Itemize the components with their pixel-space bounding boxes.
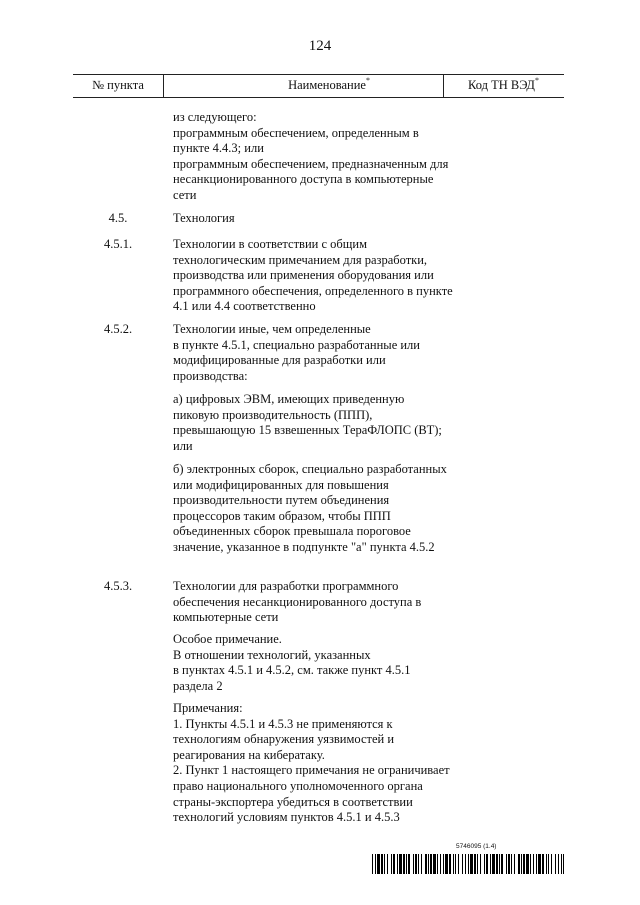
row-text: из следующего: программным обеспечением, определенным в пункте 4.4.3; или программным обеспечением, предназначенным для несанкционированного доступа в компьютерные сети bbox=[173, 110, 449, 202]
row-text: б) электронных сборок, специально разработанных или модифицированных для повышения производительности путем объединения процессоров таким образом, чтобы ППП объединенных сборок превышала пороговое значение, указанное в подпункте "а" пункта 4.5.2 bbox=[173, 462, 447, 554]
row-text: Особое примечание. В отношении технологий, указанных в пунктах 4.5.1 и 4.5.2, см. также пункт 4.5.1 раздела 2 bbox=[173, 632, 411, 693]
row-text: Технологии в соответствии с общим технологическим примечанием для разработки, производства или применения оборудования или программного обеспечения, определенного в пункте 4.1 или 4.4 соответственно bbox=[173, 237, 453, 314]
header-code: Код ТН ВЭД* bbox=[468, 76, 539, 92]
row-text: Технологии иные, чем определенные в пункте 4.5.1, специально разработанные или модифицированные для разработки или производства: bbox=[173, 322, 420, 383]
page-number: 124 bbox=[308, 38, 332, 54]
row-text: Технология bbox=[173, 211, 235, 225]
row-text: а) цифровых ЭВМ, имеющих приведенную пиковую производительность (ППП), превышающую 15 взвешенных ТераФЛОПС (ВТ); или bbox=[173, 392, 442, 453]
table-row bbox=[73, 110, 564, 211]
row-number: 4.5.2. bbox=[103, 322, 133, 336]
row-number: 4.5.3. bbox=[103, 579, 133, 593]
table-row bbox=[73, 632, 564, 701]
table-header bbox=[73, 74, 564, 98]
table-row bbox=[73, 392, 564, 462]
header-item-number: № пункта bbox=[92, 78, 144, 92]
barcode-label: 5746095 (1.4) bbox=[456, 843, 497, 850]
table-row bbox=[73, 322, 564, 392]
row-number: 4.5. bbox=[108, 211, 128, 225]
header-name: Наименование* bbox=[288, 76, 370, 92]
table-row bbox=[73, 211, 564, 237]
table-body bbox=[73, 110, 564, 826]
table-row bbox=[73, 462, 564, 579]
table-row bbox=[73, 579, 564, 632]
table-row bbox=[73, 237, 564, 322]
row-number: 4.5.1. bbox=[103, 237, 133, 251]
row-text: Технологии для разработки программного обеспечения несанкционированного доступа в компьютерные сети bbox=[173, 579, 422, 625]
row-text: Примечания: 1. Пункты 4.5.1 и 4.5.3 не применяются к технологиям обнаружения уязвимостей и реагирования на кибератаку. 2. Пункт 1 настоящего примечания не ограничивает право национального уполномоченного органа страны-экспортера убедиться в соответствии технологий условиям пунктов 4.5.1 и 4.5.3 bbox=[173, 701, 450, 825]
table-row bbox=[73, 701, 564, 826]
barcode-icon bbox=[372, 854, 564, 874]
header-divider bbox=[163, 75, 164, 97]
